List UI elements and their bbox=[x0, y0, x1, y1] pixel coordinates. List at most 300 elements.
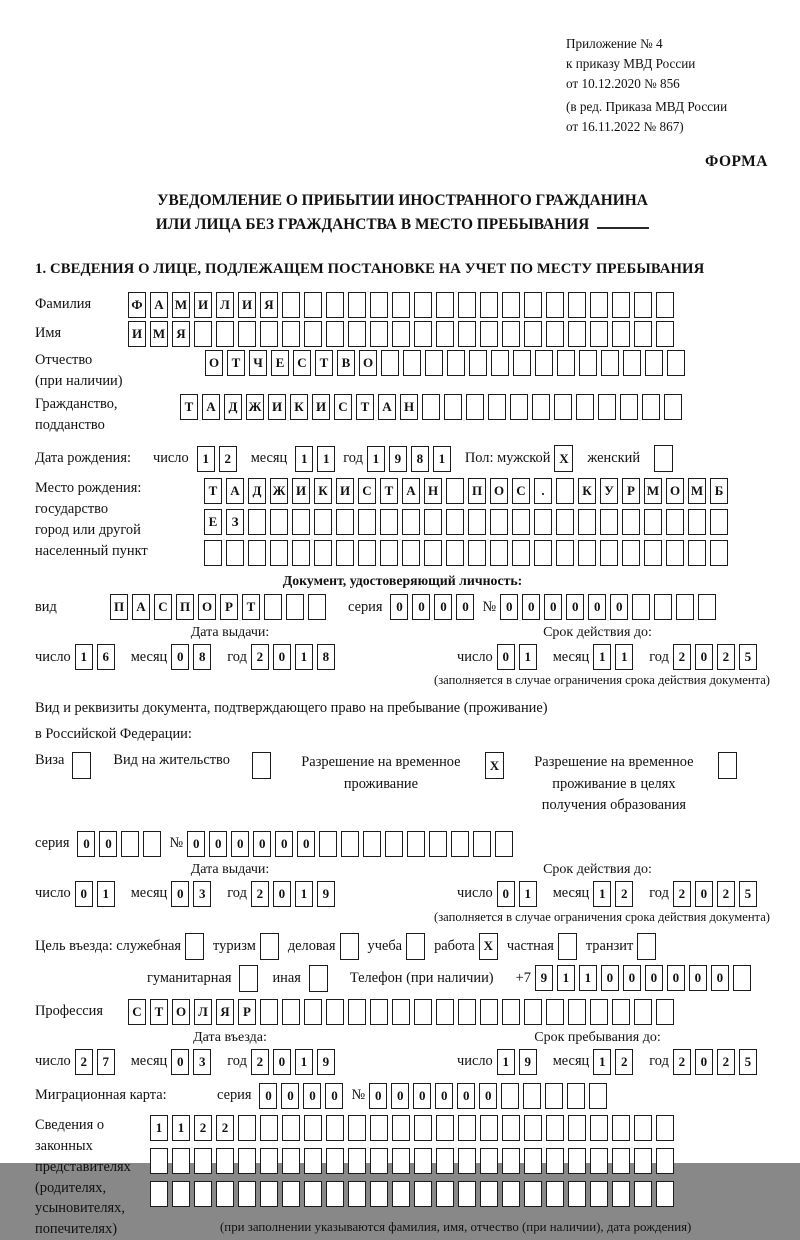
form-cell[interactable]: 0 bbox=[275, 831, 293, 857]
form-cell[interactable]: 0 bbox=[231, 831, 249, 857]
form-cell[interactable]: 1 bbox=[295, 881, 313, 907]
form-cell[interactable] bbox=[512, 540, 530, 566]
form-cell[interactable]: 0 bbox=[601, 965, 619, 991]
form-cell[interactable] bbox=[634, 1148, 652, 1174]
form-cell[interactable] bbox=[436, 1148, 454, 1174]
form-cell[interactable] bbox=[282, 292, 300, 318]
form-cell[interactable] bbox=[458, 1148, 476, 1174]
form-cell[interactable]: Ж bbox=[246, 394, 264, 420]
sex-male-checkbox[interactable]: X bbox=[554, 445, 573, 472]
form-cell[interactable] bbox=[556, 540, 574, 566]
form-cell[interactable]: 0 bbox=[325, 1083, 343, 1109]
form-cell[interactable] bbox=[556, 478, 574, 504]
form-cell[interactable] bbox=[282, 999, 300, 1025]
form-cell[interactable]: 1 bbox=[579, 965, 597, 991]
purpose-private-checkbox[interactable] bbox=[558, 933, 577, 960]
visa-checkbox[interactable] bbox=[72, 752, 91, 779]
form-cell[interactable] bbox=[545, 1083, 563, 1109]
form-cell[interactable] bbox=[392, 999, 410, 1025]
form-cell[interactable] bbox=[480, 999, 498, 1025]
form-cell[interactable]: Л bbox=[216, 292, 234, 318]
form-cell[interactable]: 0 bbox=[645, 965, 663, 991]
form-cell[interactable] bbox=[642, 394, 660, 420]
form-cell[interactable] bbox=[546, 1148, 564, 1174]
form-cell[interactable]: 0 bbox=[77, 831, 95, 857]
form-cell[interactable]: 1 bbox=[150, 1115, 168, 1141]
form-cell[interactable] bbox=[264, 594, 282, 620]
form-cell[interactable]: Т bbox=[180, 394, 198, 420]
form-cell[interactable]: 0 bbox=[413, 1083, 431, 1109]
form-cell[interactable]: 9 bbox=[519, 1049, 537, 1075]
form-cell[interactable]: Ж bbox=[270, 478, 288, 504]
form-cell[interactable]: С bbox=[128, 999, 146, 1025]
form-cell[interactable]: Е bbox=[204, 509, 222, 535]
form-cell[interactable] bbox=[341, 831, 359, 857]
form-cell[interactable]: 0 bbox=[456, 594, 474, 620]
form-cell[interactable]: 0 bbox=[711, 965, 729, 991]
form-cell[interactable] bbox=[490, 540, 508, 566]
form-cell[interactable]: П bbox=[468, 478, 486, 504]
form-cell[interactable] bbox=[534, 540, 552, 566]
form-cell[interactable] bbox=[502, 1115, 520, 1141]
purpose-work-checkbox[interactable]: X bbox=[479, 933, 498, 960]
form-cell[interactable]: 0 bbox=[99, 831, 117, 857]
form-cell[interactable] bbox=[436, 1181, 454, 1207]
form-cell[interactable]: 8 bbox=[317, 644, 335, 670]
form-cell[interactable] bbox=[466, 394, 484, 420]
purpose-business-checkbox[interactable] bbox=[340, 933, 359, 960]
form-cell[interactable] bbox=[326, 1181, 344, 1207]
form-cell[interactable]: 0 bbox=[695, 881, 713, 907]
form-cell[interactable] bbox=[666, 509, 684, 535]
form-cell[interactable]: К bbox=[314, 478, 332, 504]
form-cell[interactable] bbox=[172, 1148, 190, 1174]
form-cell[interactable] bbox=[414, 1115, 432, 1141]
form-cell[interactable] bbox=[458, 321, 476, 347]
form-cell[interactable]: О bbox=[490, 478, 508, 504]
form-cell[interactable] bbox=[513, 350, 531, 376]
form-cell[interactable] bbox=[698, 594, 716, 620]
form-cell[interactable] bbox=[524, 999, 542, 1025]
form-cell[interactable] bbox=[656, 1148, 674, 1174]
form-cell[interactable] bbox=[622, 540, 640, 566]
form-cell[interactable] bbox=[370, 321, 388, 347]
form-cell[interactable]: Р bbox=[622, 478, 640, 504]
form-cell[interactable] bbox=[446, 540, 464, 566]
form-cell[interactable] bbox=[414, 292, 432, 318]
form-cell[interactable] bbox=[510, 394, 528, 420]
form-cell[interactable]: Я bbox=[172, 321, 190, 347]
form-cell[interactable]: 0 bbox=[171, 644, 189, 670]
form-cell[interactable] bbox=[326, 999, 344, 1025]
form-cell[interactable] bbox=[292, 540, 310, 566]
form-cell[interactable] bbox=[314, 509, 332, 535]
form-cell[interactable] bbox=[260, 1181, 278, 1207]
form-cell[interactable] bbox=[576, 394, 594, 420]
form-cell[interactable]: 0 bbox=[695, 1049, 713, 1075]
form-cell[interactable]: 0 bbox=[667, 965, 685, 991]
form-cell[interactable]: 0 bbox=[253, 831, 271, 857]
form-cell[interactable] bbox=[392, 1115, 410, 1141]
form-cell[interactable] bbox=[194, 1181, 212, 1207]
form-cell[interactable] bbox=[612, 292, 630, 318]
form-cell[interactable] bbox=[348, 999, 366, 1025]
form-cell[interactable] bbox=[216, 321, 234, 347]
form-cell[interactable]: 0 bbox=[435, 1083, 453, 1109]
form-cell[interactable]: Н bbox=[400, 394, 418, 420]
form-cell[interactable] bbox=[304, 999, 322, 1025]
form-cell[interactable] bbox=[590, 292, 608, 318]
form-cell[interactable]: 0 bbox=[187, 831, 205, 857]
form-cell[interactable] bbox=[502, 321, 520, 347]
sex-female-checkbox[interactable] bbox=[654, 445, 673, 472]
form-cell[interactable] bbox=[422, 394, 440, 420]
form-cell[interactable]: С bbox=[512, 478, 530, 504]
form-cell[interactable]: О bbox=[359, 350, 377, 376]
form-cell[interactable] bbox=[414, 1181, 432, 1207]
form-cell[interactable]: 3 bbox=[193, 881, 211, 907]
form-cell[interactable] bbox=[634, 292, 652, 318]
form-cell[interactable] bbox=[414, 321, 432, 347]
form-cell[interactable]: Т bbox=[380, 478, 398, 504]
form-cell[interactable] bbox=[664, 394, 682, 420]
form-cell[interactable]: 1 bbox=[367, 446, 385, 472]
form-cell[interactable] bbox=[632, 594, 650, 620]
form-cell[interactable] bbox=[348, 1115, 366, 1141]
form-cell[interactable]: 2 bbox=[673, 1049, 691, 1075]
form-cell[interactable]: 8 bbox=[193, 644, 211, 670]
form-cell[interactable] bbox=[568, 1148, 586, 1174]
form-cell[interactable] bbox=[480, 321, 498, 347]
form-cell[interactable] bbox=[620, 394, 638, 420]
form-cell[interactable]: 2 bbox=[194, 1115, 212, 1141]
form-cell[interactable] bbox=[248, 540, 266, 566]
form-cell[interactable]: И bbox=[312, 394, 330, 420]
form-cell[interactable]: Я bbox=[216, 999, 234, 1025]
form-cell[interactable]: П bbox=[110, 594, 128, 620]
form-cell[interactable]: 1 bbox=[615, 644, 633, 670]
edu-residence-checkbox[interactable] bbox=[718, 752, 737, 779]
form-cell[interactable]: К bbox=[578, 478, 596, 504]
form-cell[interactable] bbox=[370, 1181, 388, 1207]
form-cell[interactable]: И bbox=[194, 292, 212, 318]
form-cell[interactable] bbox=[402, 540, 420, 566]
form-cell[interactable] bbox=[270, 540, 288, 566]
form-cell[interactable] bbox=[370, 292, 388, 318]
form-cell[interactable] bbox=[546, 292, 564, 318]
form-cell[interactable]: 1 bbox=[593, 881, 611, 907]
form-cell[interactable]: Е bbox=[271, 350, 289, 376]
form-cell[interactable]: Ч bbox=[249, 350, 267, 376]
form-cell[interactable]: 1 bbox=[172, 1115, 190, 1141]
form-cell[interactable]: М bbox=[644, 478, 662, 504]
form-cell[interactable] bbox=[436, 999, 454, 1025]
form-cell[interactable] bbox=[260, 1115, 278, 1141]
form-cell[interactable] bbox=[238, 1115, 256, 1141]
form-cell[interactable]: 0 bbox=[75, 881, 93, 907]
form-cell[interactable]: 1 bbox=[317, 446, 335, 472]
form-cell[interactable] bbox=[407, 831, 425, 857]
form-cell[interactable] bbox=[370, 1148, 388, 1174]
form-cell[interactable] bbox=[644, 509, 662, 535]
form-cell[interactable]: Р bbox=[220, 594, 238, 620]
form-cell[interactable]: 0 bbox=[391, 1083, 409, 1109]
form-cell[interactable] bbox=[121, 831, 139, 857]
form-cell[interactable] bbox=[512, 509, 530, 535]
form-cell[interactable] bbox=[458, 292, 476, 318]
purpose-other-checkbox[interactable] bbox=[309, 965, 328, 992]
form-cell[interactable] bbox=[556, 509, 574, 535]
form-cell[interactable]: 0 bbox=[623, 965, 641, 991]
form-cell[interactable] bbox=[444, 394, 462, 420]
form-cell[interactable]: 1 bbox=[557, 965, 575, 991]
form-cell[interactable] bbox=[546, 1181, 564, 1207]
form-cell[interactable] bbox=[424, 540, 442, 566]
form-cell[interactable]: У bbox=[600, 478, 618, 504]
form-cell[interactable] bbox=[600, 540, 618, 566]
form-cell[interactable] bbox=[502, 999, 520, 1025]
form-cell[interactable]: 1 bbox=[197, 446, 215, 472]
form-cell[interactable]: 0 bbox=[500, 594, 518, 620]
form-cell[interactable]: 5 bbox=[739, 1049, 757, 1075]
form-cell[interactable] bbox=[612, 999, 630, 1025]
form-cell[interactable] bbox=[348, 1181, 366, 1207]
form-cell[interactable]: 1 bbox=[295, 644, 313, 670]
form-cell[interactable] bbox=[348, 292, 366, 318]
form-cell[interactable]: 5 bbox=[739, 881, 757, 907]
form-cell[interactable] bbox=[623, 350, 641, 376]
form-cell[interactable] bbox=[676, 594, 694, 620]
temp-residence-checkbox[interactable]: X bbox=[485, 752, 504, 779]
form-cell[interactable] bbox=[546, 999, 564, 1025]
form-cell[interactable]: 2 bbox=[615, 881, 633, 907]
form-cell[interactable]: 3 bbox=[193, 1049, 211, 1075]
form-cell[interactable] bbox=[370, 1115, 388, 1141]
form-cell[interactable] bbox=[480, 292, 498, 318]
form-cell[interactable] bbox=[645, 350, 663, 376]
form-cell[interactable]: 2 bbox=[717, 644, 735, 670]
form-cell[interactable] bbox=[468, 509, 486, 535]
form-cell[interactable]: И bbox=[128, 321, 146, 347]
form-cell[interactable] bbox=[578, 540, 596, 566]
form-cell[interactable]: О bbox=[172, 999, 190, 1025]
form-cell[interactable]: . bbox=[534, 478, 552, 504]
form-cell[interactable]: Д bbox=[224, 394, 242, 420]
form-cell[interactable] bbox=[468, 540, 486, 566]
form-cell[interactable] bbox=[598, 394, 616, 420]
form-cell[interactable] bbox=[568, 292, 586, 318]
form-cell[interactable] bbox=[568, 321, 586, 347]
form-cell[interactable] bbox=[634, 999, 652, 1025]
form-cell[interactable]: А bbox=[202, 394, 220, 420]
form-cell[interactable] bbox=[667, 350, 685, 376]
form-cell[interactable] bbox=[612, 1115, 630, 1141]
form-cell[interactable] bbox=[524, 1148, 542, 1174]
form-cell[interactable] bbox=[286, 594, 304, 620]
form-cell[interactable] bbox=[557, 350, 575, 376]
form-cell[interactable]: 0 bbox=[273, 644, 291, 670]
form-cell[interactable] bbox=[348, 1148, 366, 1174]
form-cell[interactable] bbox=[370, 999, 388, 1025]
form-cell[interactable] bbox=[590, 1115, 608, 1141]
form-cell[interactable] bbox=[656, 321, 674, 347]
form-cell[interactable]: 1 bbox=[519, 644, 537, 670]
form-cell[interactable]: 2 bbox=[251, 881, 269, 907]
form-cell[interactable] bbox=[216, 1181, 234, 1207]
form-cell[interactable] bbox=[656, 1181, 674, 1207]
form-cell[interactable] bbox=[414, 1148, 432, 1174]
form-cell[interactable] bbox=[238, 321, 256, 347]
form-cell[interactable] bbox=[358, 509, 376, 535]
form-cell[interactable]: М bbox=[688, 478, 706, 504]
form-cell[interactable] bbox=[458, 1115, 476, 1141]
form-cell[interactable] bbox=[270, 509, 288, 535]
form-cell[interactable]: 2 bbox=[251, 1049, 269, 1075]
form-cell[interactable] bbox=[654, 594, 672, 620]
form-cell[interactable] bbox=[308, 594, 326, 620]
form-cell[interactable] bbox=[546, 1115, 564, 1141]
form-cell[interactable] bbox=[458, 999, 476, 1025]
form-cell[interactable]: Т bbox=[242, 594, 260, 620]
form-cell[interactable]: 0 bbox=[369, 1083, 387, 1109]
form-cell[interactable] bbox=[590, 1148, 608, 1174]
form-cell[interactable]: Л bbox=[194, 999, 212, 1025]
form-cell[interactable]: 2 bbox=[219, 446, 237, 472]
form-cell[interactable]: С bbox=[334, 394, 352, 420]
form-cell[interactable]: 1 bbox=[593, 1049, 611, 1075]
form-cell[interactable] bbox=[524, 321, 542, 347]
form-cell[interactable]: А bbox=[132, 594, 150, 620]
form-cell[interactable]: Н bbox=[424, 478, 442, 504]
form-cell[interactable]: Д bbox=[248, 478, 266, 504]
form-cell[interactable] bbox=[348, 321, 366, 347]
form-cell[interactable] bbox=[392, 1148, 410, 1174]
form-cell[interactable] bbox=[425, 350, 443, 376]
form-cell[interactable]: П bbox=[176, 594, 194, 620]
form-cell[interactable]: 9 bbox=[389, 446, 407, 472]
form-cell[interactable] bbox=[532, 394, 550, 420]
form-cell[interactable] bbox=[363, 831, 381, 857]
form-cell[interactable] bbox=[429, 831, 447, 857]
form-cell[interactable] bbox=[336, 540, 354, 566]
form-cell[interactable]: А bbox=[378, 394, 396, 420]
form-cell[interactable]: Т bbox=[227, 350, 245, 376]
form-cell[interactable]: 0 bbox=[544, 594, 562, 620]
form-cell[interactable] bbox=[523, 1083, 541, 1109]
form-cell[interactable] bbox=[612, 1148, 630, 1174]
form-cell[interactable] bbox=[491, 350, 509, 376]
form-cell[interactable] bbox=[358, 540, 376, 566]
form-cell[interactable] bbox=[403, 350, 421, 376]
form-cell[interactable] bbox=[446, 478, 464, 504]
form-cell[interactable]: И bbox=[336, 478, 354, 504]
form-cell[interactable] bbox=[612, 1181, 630, 1207]
purpose-official-checkbox[interactable] bbox=[185, 933, 204, 960]
residence-permit-checkbox[interactable] bbox=[252, 752, 271, 779]
form-cell[interactable] bbox=[304, 292, 322, 318]
form-cell[interactable] bbox=[568, 1181, 586, 1207]
form-cell[interactable] bbox=[447, 350, 465, 376]
form-cell[interactable]: А bbox=[150, 292, 168, 318]
form-cell[interactable] bbox=[710, 540, 728, 566]
form-cell[interactable] bbox=[380, 509, 398, 535]
form-cell[interactable] bbox=[490, 509, 508, 535]
form-cell[interactable] bbox=[656, 1115, 674, 1141]
form-cell[interactable] bbox=[495, 831, 513, 857]
form-cell[interactable] bbox=[502, 1181, 520, 1207]
form-cell[interactable] bbox=[480, 1181, 498, 1207]
form-cell[interactable] bbox=[480, 1148, 498, 1174]
form-cell[interactable] bbox=[568, 999, 586, 1025]
form-cell[interactable] bbox=[326, 1115, 344, 1141]
form-cell[interactable]: 0 bbox=[281, 1083, 299, 1109]
form-cell[interactable] bbox=[260, 999, 278, 1025]
form-cell[interactable] bbox=[600, 509, 618, 535]
form-cell[interactable]: С bbox=[154, 594, 172, 620]
form-cell[interactable] bbox=[226, 540, 244, 566]
form-cell[interactable]: 0 bbox=[273, 881, 291, 907]
form-cell[interactable]: К bbox=[290, 394, 308, 420]
form-cell[interactable]: 0 bbox=[497, 644, 515, 670]
form-cell[interactable] bbox=[590, 321, 608, 347]
form-cell[interactable] bbox=[634, 1115, 652, 1141]
form-cell[interactable]: 0 bbox=[171, 1049, 189, 1075]
form-cell[interactable]: 5 bbox=[739, 644, 757, 670]
form-cell[interactable]: 1 bbox=[295, 446, 313, 472]
form-cell[interactable] bbox=[656, 999, 674, 1025]
form-cell[interactable]: 2 bbox=[216, 1115, 234, 1141]
form-cell[interactable] bbox=[216, 1148, 234, 1174]
form-cell[interactable] bbox=[282, 321, 300, 347]
form-cell[interactable]: Т bbox=[356, 394, 374, 420]
form-cell[interactable]: З bbox=[226, 509, 244, 535]
form-cell[interactable]: О bbox=[198, 594, 216, 620]
form-cell[interactable] bbox=[282, 1115, 300, 1141]
form-cell[interactable] bbox=[473, 831, 491, 857]
form-cell[interactable]: 0 bbox=[390, 594, 408, 620]
form-cell[interactable] bbox=[194, 321, 212, 347]
form-cell[interactable] bbox=[326, 321, 344, 347]
form-cell[interactable] bbox=[578, 509, 596, 535]
form-cell[interactable]: 0 bbox=[297, 831, 315, 857]
form-cell[interactable] bbox=[336, 509, 354, 535]
form-cell[interactable] bbox=[480, 1115, 498, 1141]
form-cell[interactable]: 0 bbox=[695, 644, 713, 670]
form-cell[interactable]: 0 bbox=[479, 1083, 497, 1109]
form-cell[interactable]: 7 bbox=[97, 1049, 115, 1075]
form-cell[interactable]: 9 bbox=[535, 965, 553, 991]
form-cell[interactable]: 1 bbox=[497, 1049, 515, 1075]
form-cell[interactable]: 0 bbox=[588, 594, 606, 620]
form-cell[interactable] bbox=[535, 350, 553, 376]
form-cell[interactable] bbox=[204, 540, 222, 566]
form-cell[interactable] bbox=[282, 1148, 300, 1174]
form-cell[interactable] bbox=[304, 1181, 322, 1207]
form-cell[interactable] bbox=[568, 1115, 586, 1141]
form-cell[interactable]: 0 bbox=[171, 881, 189, 907]
form-cell[interactable]: Р bbox=[238, 999, 256, 1025]
form-cell[interactable]: 2 bbox=[673, 644, 691, 670]
form-cell[interactable] bbox=[150, 1148, 168, 1174]
form-cell[interactable]: 2 bbox=[717, 1049, 735, 1075]
form-cell[interactable]: 1 bbox=[97, 881, 115, 907]
form-cell[interactable] bbox=[436, 1115, 454, 1141]
form-cell[interactable]: 0 bbox=[434, 594, 452, 620]
form-cell[interactable]: 1 bbox=[433, 446, 451, 472]
form-cell[interactable] bbox=[292, 509, 310, 535]
form-cell[interactable] bbox=[554, 394, 572, 420]
form-cell[interactable]: 2 bbox=[717, 881, 735, 907]
